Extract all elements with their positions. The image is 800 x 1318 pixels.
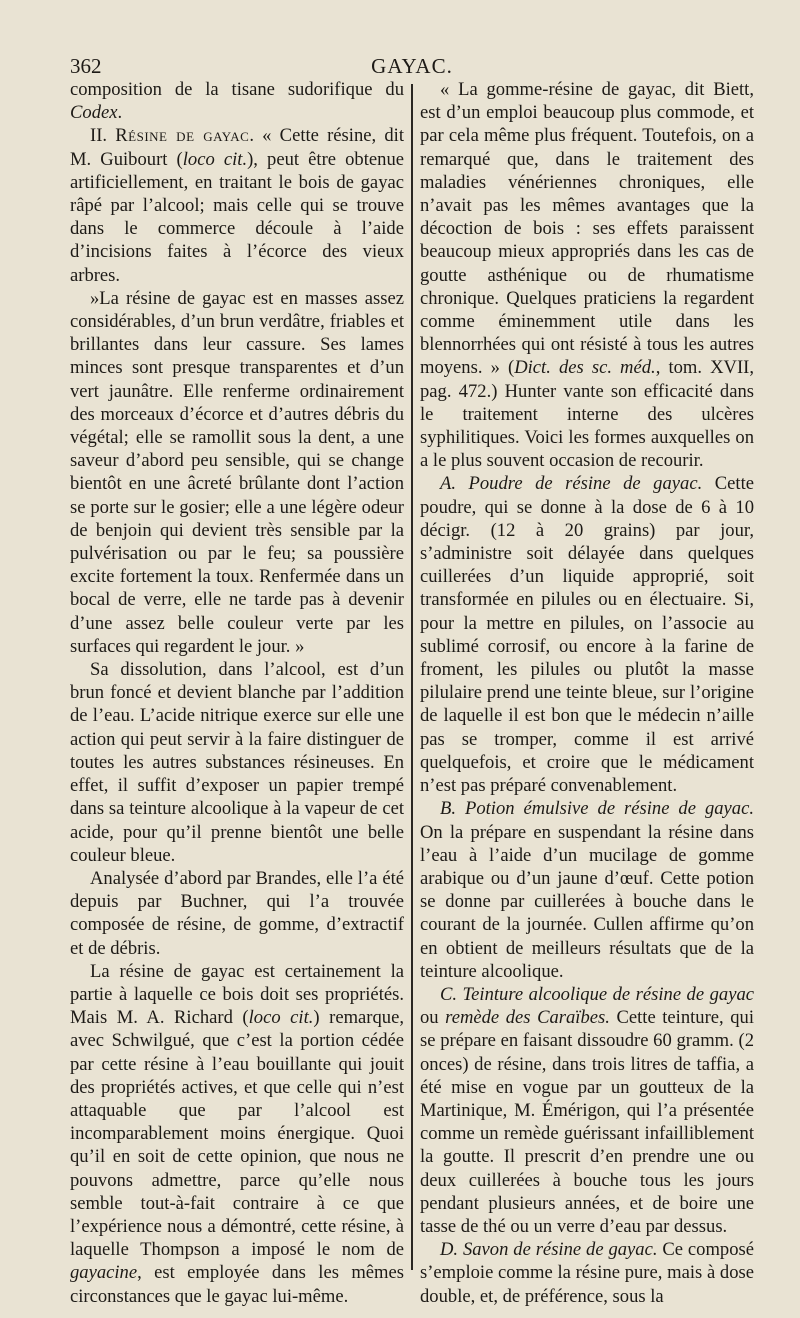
text-run: Cette teinture, qui se prépare en faisant dissoudre 60 gramm. (2 onces) de résine, dans trois litres de taffia, a été mise en vogue par un goutteux de la Martinique, M. Émérigon, qui l’a présentée comme un remède guérissant infailliblement la goutte. Il prescrit d’en prendre une ou deux cuillerées à bouche tous les jours pendant plusieurs années, et de boire une tasse de thé ou un verre d’eau par dessus. — [420, 1007, 754, 1237]
text-run: »La résine de gayac est en masses assez considérables, d’un brun verdâtre, friables et brillantes dans leur cassure. Ses lames minces sont presque transparentes et d’un vert jaunâtre. Elle renferme ordinairement des morceaux d’écorce et d’autres débris du végétal; elle se ramollit sous la dent, a une saveur d’abord peu sensible, qui se change bientôt en une âcreté brûlante dont l’action se porte sur le gosier; elle a une légère odeur de benjoin qui devient très sensible par la pulvérisation ou par le feu; sa poussière excite fortement la toux. Renfermée dans un bocal de verre, elle ne tarde pas à devenir d’une assez belle couleur verte par les surfaces qui regardent le jour. » — [70, 287, 404, 657]
text-run: , tom. XVII, pag. 472.) Hunter vante son efficacité dans le traitement interne des ulcères syphilitiques. Voici les formes auxquelles on a le plus souvent occasion de recourir. — [420, 357, 755, 472]
text-run: B. Potion émulsive de résine de gayac. — [440, 798, 754, 820]
paragraph — [420, 797, 754, 983]
text-run: C. Teinture alcoolique de résine de gayac — [440, 983, 754, 1005]
paragraph — [70, 867, 404, 960]
text-run: ) remarque, avec Schwilgué, que c’est la portion cédée par cette résine à l’eau bouillante qui jouit des propriétés actives, et que celle qui n’est attaquable que par l’alcool est incomparablement moins énergique. Quoi qu’il en soit de cette opinion, que nous ne pouvons admettre, parce qu’elle nous semble tout-à-fait contraire à ce que l’expérience nous a démontré, cette résine, à laquelle Thompson a imposé le nom de — [70, 1007, 404, 1261]
paragraph — [70, 960, 404, 1308]
text-run: loco cit. — [248, 1007, 314, 1029]
text-run: A. Poudre de résine de gayac. — [440, 473, 703, 495]
column-divider — [411, 84, 413, 1270]
text-run: . — [117, 102, 123, 124]
text-run: remède des Caraïbes. — [445, 1007, 610, 1029]
paragraph — [70, 658, 404, 867]
text-run: ), peut être obtenue artificiellement, en traitant le bois de gayac râpé par l’alcool; mais celle qui se trouve dans le commerce découle à l’aide d’incisions faites à l’écorce des vieux arbres. — [70, 148, 404, 286]
paragraph — [420, 1238, 754, 1308]
text-run: Cette poudre, qui se donne à la dose de 6 à 10 décigr. (12 à 20 grains) par jour, s’administre soit délayée dans quelques cuillerées d’un liquide approprié, soit transformée en pilules ou en électuaire. Si, pour la mettre en pilules, on l’associe au sublimé corrosif, ou encore à la farine de froment, les pilules ou plutôt la masse pilulaire prend une teinte bleue, sur l’origine de laquelle il est bon que le médecin n’aille pas se tromper, comme il est arrivé quelquefois, et croire que le médicament n’est pas préparé convenablement. — [420, 473, 754, 797]
paragraph — [420, 78, 754, 472]
text-run: Résine de gayac — [115, 125, 250, 147]
running-title: GAYAC. — [371, 54, 453, 78]
page-number: 362 — [70, 54, 102, 78]
text-run: « La gomme-résine de gayac, dit Biett, est d’un emploi beaucoup plus commode, et par cela même plus fréquent. Toutefois, on a remarqué que, dans le traitement des maladies vénériennes chroniques, elle n’avait pas les mêmes avantages que la décoction de bois : ses effets paraissent beaucoup mieux appropriés dans les cas de goutte asthénique ou de rhumatisme chronique. Quelques praticiens la regardent comme éminemment utile dans les blennorrhées qui ont résisté à tous les autres moyens. » ( — [420, 79, 754, 379]
paragraph — [70, 78, 404, 124]
text-run: ou — [420, 1007, 446, 1029]
text-run: II. — [90, 125, 116, 147]
text-run: On la prépare en suspendant la résine dans l’eau à l’aide d’un mucilage de gomme arabique ou d’un jaune d’œuf. Cette potion se donne par cuillerées à bouche dans le courant de la journée. Cullen affirme qu’on en obtient de meilleurs résultats que de la teinture alcoolique. — [420, 821, 754, 982]
text-run: loco cit. — [182, 148, 248, 170]
paragraph — [70, 124, 404, 286]
text-run: , est employée dans les mêmes circonstances que le gayac lui-même. — [70, 1262, 404, 1307]
text-run: La résine de gayac est certainement la partie à laquelle ce bois doit ses propriétés. Mais M. A. Richard ( — [70, 960, 404, 1029]
text-run: gayacine — [70, 1262, 138, 1284]
text-run: Codex — [70, 102, 118, 124]
text-run: D. Savon de résine de gayac. — [440, 1239, 658, 1261]
right-column — [420, 78, 754, 1308]
text-run: Sa dissolution, dans l’alcool, est d’un brun foncé et devient blanche par l’addition de l’eau. L’acide nitrique exerce sur elle une action qui peut servir à la faire distinguer de toutes les autres substances résineuses. En effet, il suffit d’exposer un papier trempé dans sa teinture alcoolique à la vapeur de cet acide, pour qu’il prenne bientôt une belle couleur bleue. — [70, 659, 404, 866]
text-run: . « Cette résine, dit M. Guibourt ( — [70, 125, 404, 170]
text-run: Ce composé s’emploie comme la résine pure, mais à dose double, et, de préférence, sous la — [420, 1239, 755, 1307]
text-run: Dict. des sc. méd. — [514, 357, 656, 379]
text-run: Analysée d’abord par Brandes, elle l’a été depuis par Buchner, qui l’a trouvée composée de résine, de gomme, d’extractif et de débris. — [70, 867, 404, 959]
paragraph — [420, 983, 754, 1238]
left-column — [70, 78, 404, 1308]
paragraph — [70, 287, 404, 658]
text-run: composition de la tisane sudorifique du — [70, 79, 404, 100]
paragraph — [420, 472, 754, 797]
